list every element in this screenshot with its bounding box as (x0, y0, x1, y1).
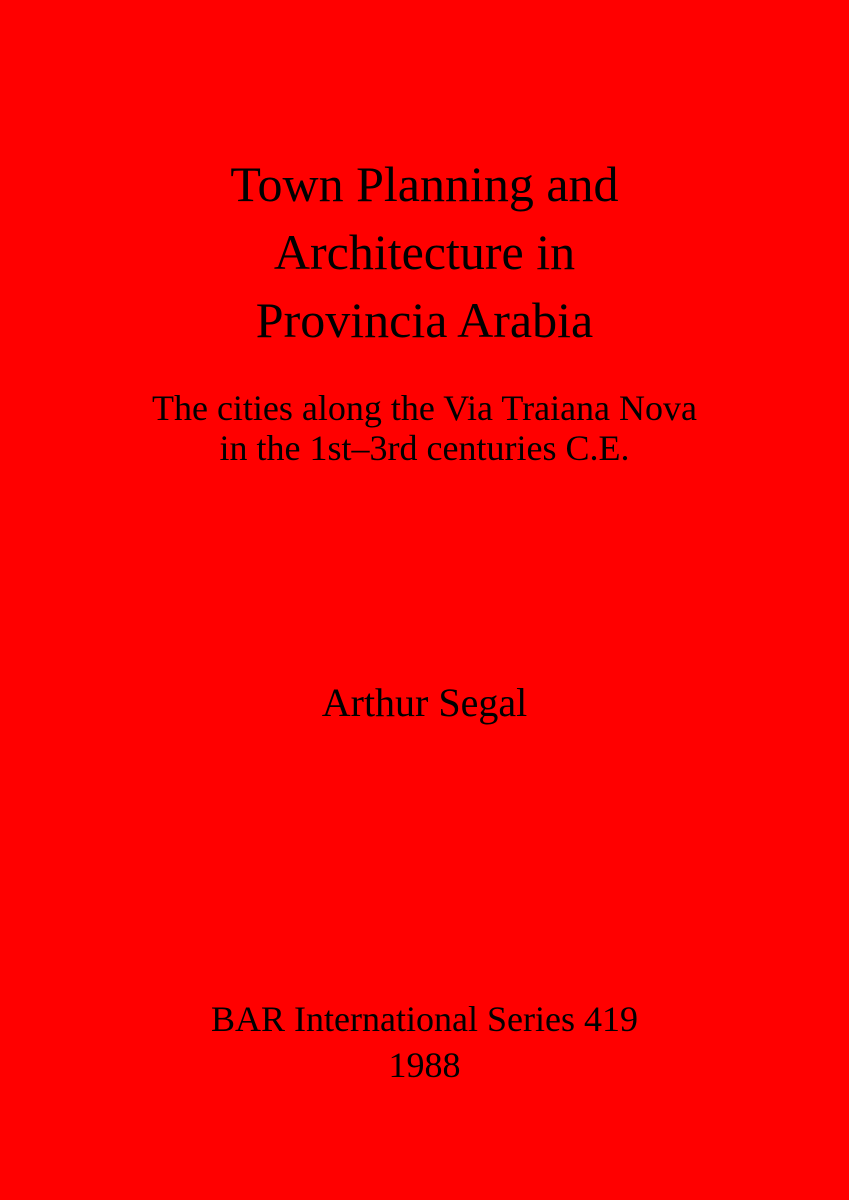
book-subtitle (0, 388, 849, 468)
book-title (0, 150, 849, 354)
series-name: BAR International Series 419 (211, 999, 638, 1039)
subtitle-line-1: The cities along the Via Traiana Nova (151, 388, 698, 428)
title-line-3: Provincia Arabia (255, 292, 594, 348)
title-line-1: Town Planning and (230, 156, 619, 212)
publication-year: 1988 (388, 1045, 461, 1085)
series-block (0, 996, 849, 1088)
subtitle-line-2: in the 1st–3rd centuries C.E. (219, 428, 630, 468)
title-line-2: Architecture in (273, 224, 576, 280)
author-name: Arthur Segal (321, 680, 528, 725)
